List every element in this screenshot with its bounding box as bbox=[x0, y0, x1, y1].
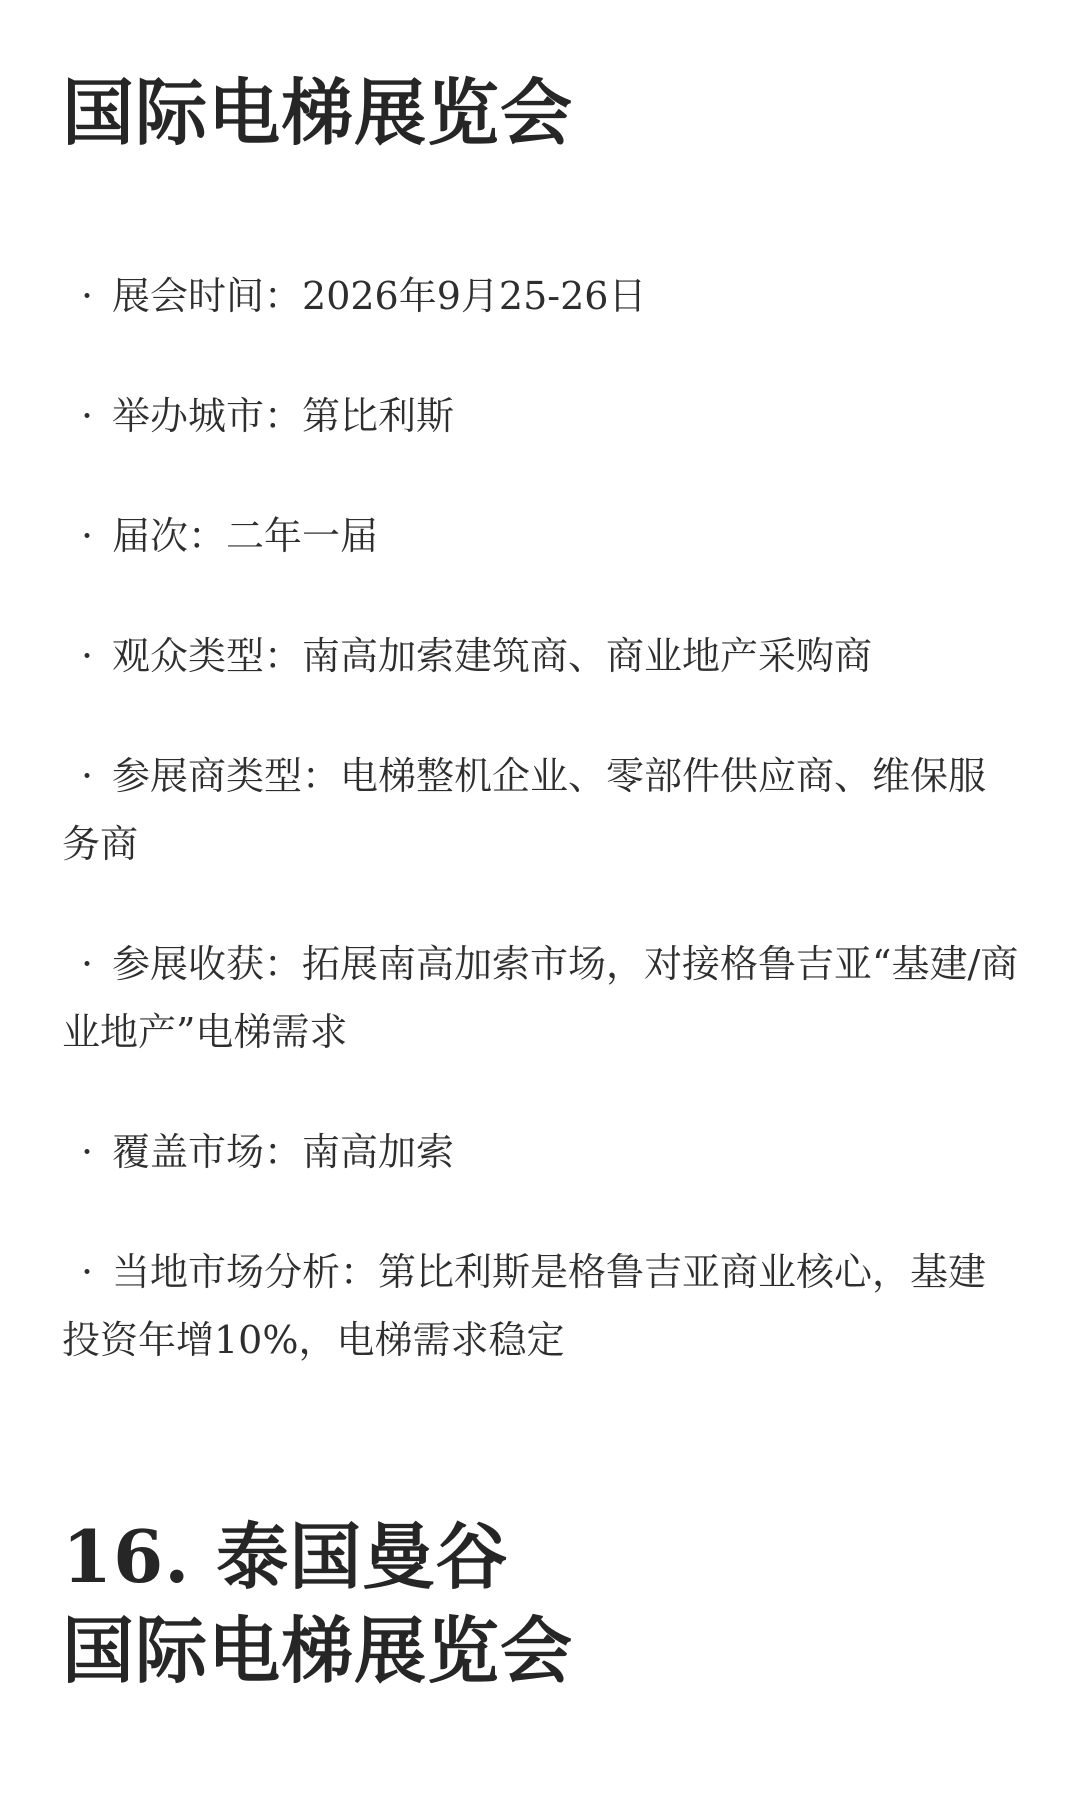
bullet-dot: · bbox=[80, 942, 94, 986]
list-item-exhibitor-type bbox=[62, 742, 1022, 878]
list-item-exhibition-time bbox=[62, 262, 1022, 330]
item-label: 届次： bbox=[112, 514, 227, 558]
list-item-frequency bbox=[62, 502, 1022, 570]
bullet-dot: · bbox=[80, 394, 94, 438]
item-label: 观众类型： bbox=[112, 634, 303, 678]
bullet-dot: · bbox=[80, 754, 94, 798]
bullet-dot: · bbox=[80, 1250, 94, 1294]
item-value: 南高加索 bbox=[302, 1130, 455, 1174]
next-section-title-line1: 16. 泰国曼谷 bbox=[62, 1514, 509, 1599]
item-label: 当地市场分析： bbox=[112, 1250, 379, 1294]
item-value: 拓展南高加索市场，对接格鲁吉亚“基建/商业地产”电梯需求 bbox=[62, 942, 1019, 1054]
item-label: 覆盖市场： bbox=[112, 1130, 303, 1174]
item-value: 南高加索建筑商、商业地产采购商 bbox=[302, 634, 873, 678]
bullet-dot: · bbox=[80, 514, 94, 558]
item-value: 电梯整机企业、零部件供应商、维保服务商 bbox=[62, 754, 987, 866]
bullet-dot: · bbox=[80, 1130, 94, 1174]
list-item-audience-type bbox=[62, 622, 1022, 690]
list-item-local-market-analysis bbox=[62, 1238, 1022, 1374]
list-item-host-city bbox=[62, 382, 1022, 450]
item-value: 2026年9月25-26日 bbox=[302, 274, 647, 318]
item-value: 第比利斯是格鲁吉亚商业核心，基建投资年增10%，电梯需求稳定 bbox=[62, 1250, 987, 1362]
bullet-dot: · bbox=[80, 634, 94, 678]
list-item-coverage-market bbox=[62, 1118, 1022, 1186]
next-section-title bbox=[62, 1510, 573, 1698]
item-label: 参展商类型： bbox=[112, 754, 341, 798]
next-section-title-line2: 国际电梯展览会 bbox=[62, 1608, 574, 1693]
item-value: 第比利斯 bbox=[302, 394, 455, 438]
item-value: 二年一届 bbox=[226, 514, 379, 558]
item-label: 参展收获： bbox=[112, 942, 303, 986]
list-item-exhibit-gains bbox=[62, 930, 1022, 1066]
item-label: 举办城市： bbox=[112, 394, 303, 438]
info-list bbox=[62, 262, 1022, 1426]
section-title: 国际电梯展览会 bbox=[62, 70, 574, 155]
item-label: 展会时间： bbox=[112, 274, 303, 318]
bullet-dot: · bbox=[80, 274, 94, 318]
